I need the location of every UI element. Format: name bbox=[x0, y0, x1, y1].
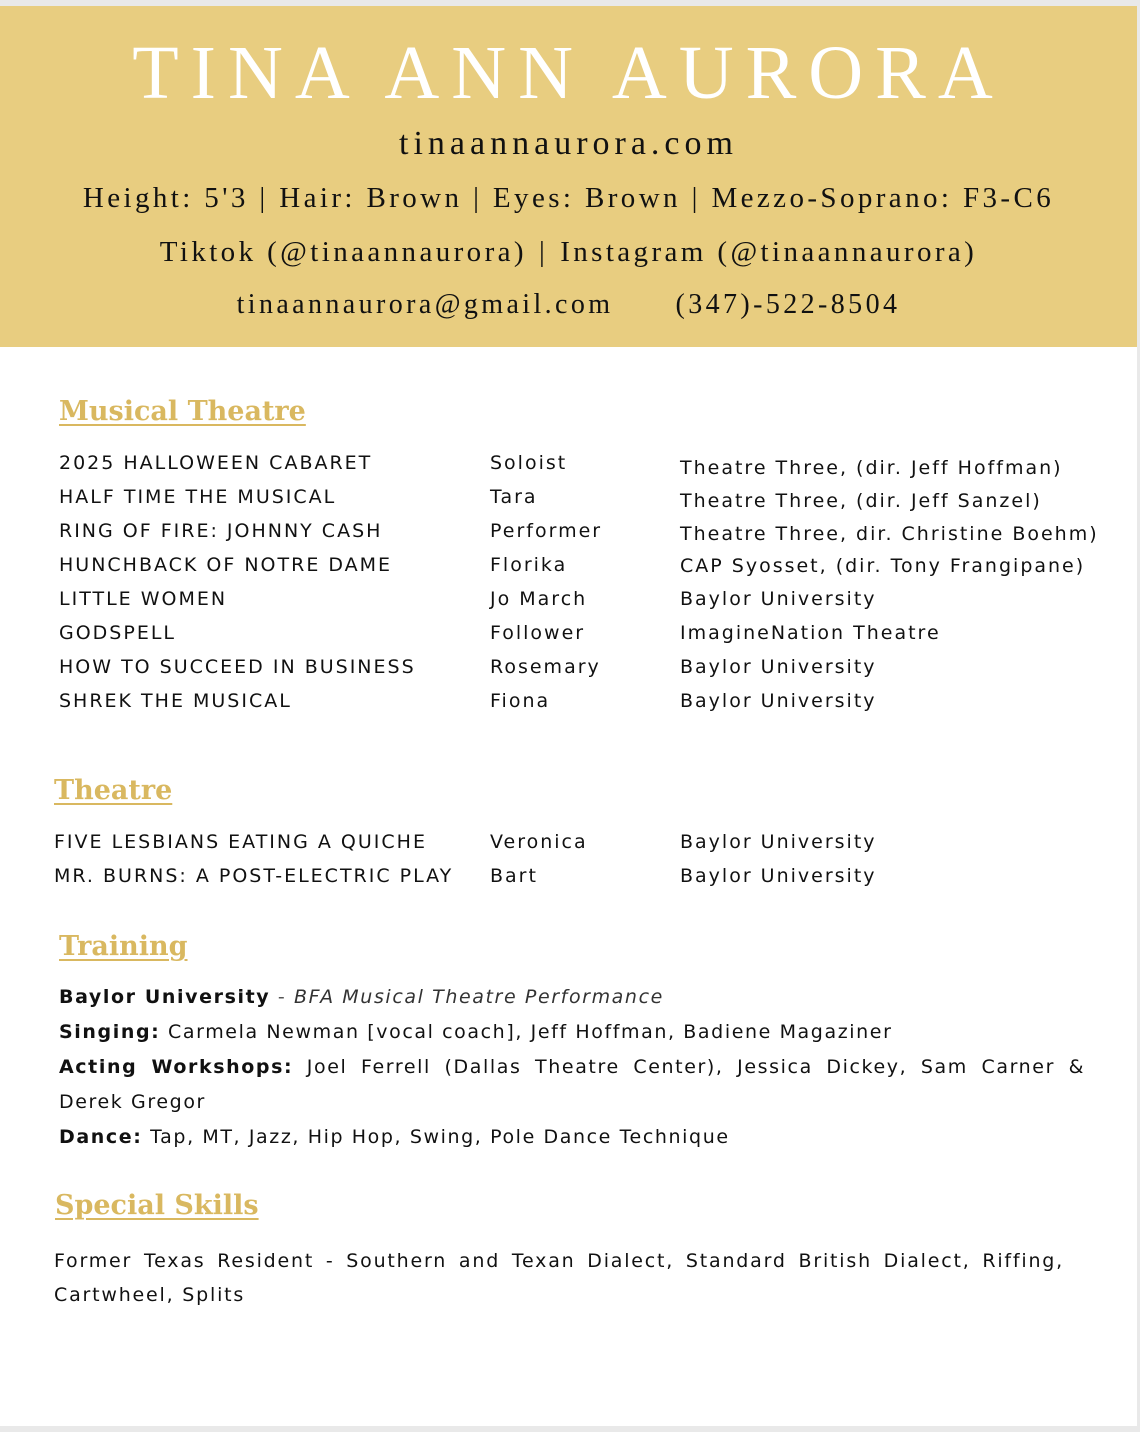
credit-row bbox=[59, 622, 1119, 656]
dash-separator: - bbox=[270, 986, 295, 1008]
credit-venue: Baylor University bbox=[680, 656, 877, 678]
credit-row bbox=[54, 831, 1114, 865]
credit-row bbox=[59, 520, 1119, 554]
training-dance bbox=[59, 1120, 1085, 1155]
credit-venue: CAP Syosset, (dir. Tony Frangipane) bbox=[680, 555, 1086, 577]
theatre-credits bbox=[54, 831, 1114, 899]
instagram-handle[interactable]: Instagram (@tinaannaurora) bbox=[560, 236, 978, 268]
section-title-training: Training bbox=[59, 931, 188, 962]
credit-venue: Baylor University bbox=[680, 588, 877, 610]
credit-venue: ImagineNation Theatre bbox=[680, 622, 941, 644]
credit-row bbox=[59, 486, 1119, 520]
dance-text: Tap, MT, Jazz, Hip Hop, Swing, Pole Dance Technique bbox=[142, 1126, 730, 1148]
special-skills-text: Former Texas Resident - Southern and Texan Dialect, Standard British Dialect, Riffing, Cartwheel, Splits bbox=[54, 1250, 1064, 1306]
credit-show: GODSPELL bbox=[59, 622, 177, 644]
credit-venue: Theatre Three, (dir. Jeff Sanzel) bbox=[680, 490, 1042, 512]
credit-show: HOW TO SUCCEED IN BUSINESS bbox=[59, 656, 416, 678]
credit-show: MR. BURNS: A POST-ELECTRIC PLAY bbox=[54, 865, 454, 887]
credit-venue: Baylor University bbox=[680, 831, 877, 853]
credit-row bbox=[59, 554, 1119, 588]
social-separator: | bbox=[538, 236, 549, 268]
section-title-special-skills: Special Skills bbox=[55, 1190, 259, 1221]
singing-text: Carmela Newman [vocal coach], Jeff Hoffman, Badiene Magaziner bbox=[160, 1021, 893, 1043]
training-school bbox=[59, 980, 1085, 1015]
credit-venue: Theatre Three, (dir. Jeff Hoffman) bbox=[680, 457, 1063, 479]
acting-text: Joel Ferrell (Dallas Theatre Center), Jessica Dickey, Sam Carner & Derek Gregor bbox=[59, 1056, 1085, 1113]
credit-show: HALF TIME THE MUSICAL bbox=[59, 486, 337, 508]
credit-show: RING OF FIRE: JOHNNY CASH bbox=[59, 520, 383, 542]
section-title-theatre: Theatre bbox=[54, 775, 173, 806]
credit-show: LITTLE WOMEN bbox=[59, 588, 228, 610]
credit-row bbox=[54, 865, 1114, 899]
credit-show: FIVE LESBIANS EATING A QUICHE bbox=[54, 831, 427, 853]
credit-role: Jo March bbox=[490, 588, 588, 610]
email-address[interactable]: tinaannaurora@gmail.com bbox=[236, 289, 614, 320]
credit-show: HUNCHBACK OF NOTRE DAME bbox=[59, 554, 393, 576]
school-name: Baylor University bbox=[59, 986, 271, 1008]
credit-venue: Theatre Three, dir. Christine Boehm) bbox=[680, 523, 1099, 545]
credit-role: Performer bbox=[490, 520, 603, 542]
credit-show: 2025 HALLOWEEN CABARET bbox=[59, 452, 373, 474]
training-acting bbox=[59, 1050, 1085, 1120]
contact-info bbox=[0, 287, 1137, 323]
physical-stats: Height: 5'3 | Hair: Brown | Eyes: Brown | Mezzo-Soprano: F3-C6 bbox=[82, 182, 1055, 214]
credit-venue: Baylor University bbox=[680, 865, 877, 887]
credit-role: Bart bbox=[490, 865, 538, 887]
tiktok-handle[interactable]: Tiktok (@tinaannaurora) bbox=[159, 236, 527, 268]
section-title-musical-theatre: Musical Theatre bbox=[59, 396, 306, 427]
credit-venue: Baylor University bbox=[680, 690, 877, 712]
credit-row bbox=[59, 690, 1119, 724]
social-links bbox=[0, 234, 1137, 270]
credit-role: Fiona bbox=[490, 690, 551, 712]
acting-label: Acting Workshops: bbox=[59, 1056, 294, 1078]
credit-role: Follower bbox=[490, 622, 586, 644]
credit-role: Soloist bbox=[490, 452, 568, 474]
degree: BFA Musical Theatre Performance bbox=[294, 986, 664, 1008]
phone-number[interactable]: (347)-522-8504 bbox=[675, 289, 901, 320]
performer-name: TINA ANN AURORA bbox=[132, 31, 1005, 115]
training-details bbox=[59, 980, 1085, 1155]
credit-row bbox=[59, 588, 1119, 622]
credit-show: SHREK THE MUSICAL bbox=[59, 690, 292, 712]
credit-row bbox=[59, 452, 1119, 486]
training-singing bbox=[59, 1015, 1085, 1050]
header-band bbox=[0, 6, 1137, 347]
website-link[interactable]: tinaannaurora.com bbox=[399, 125, 738, 162]
credit-role: Florika bbox=[490, 554, 568, 576]
dance-label: Dance: bbox=[59, 1126, 143, 1148]
credit-role: Veronica bbox=[490, 831, 588, 853]
singing-label: Singing: bbox=[59, 1021, 161, 1043]
credit-row bbox=[59, 656, 1119, 690]
credit-role: Rosemary bbox=[490, 656, 601, 678]
credit-role: Tara bbox=[490, 486, 538, 508]
resume-page bbox=[0, 6, 1137, 1426]
musical-theatre-credits bbox=[59, 452, 1119, 724]
